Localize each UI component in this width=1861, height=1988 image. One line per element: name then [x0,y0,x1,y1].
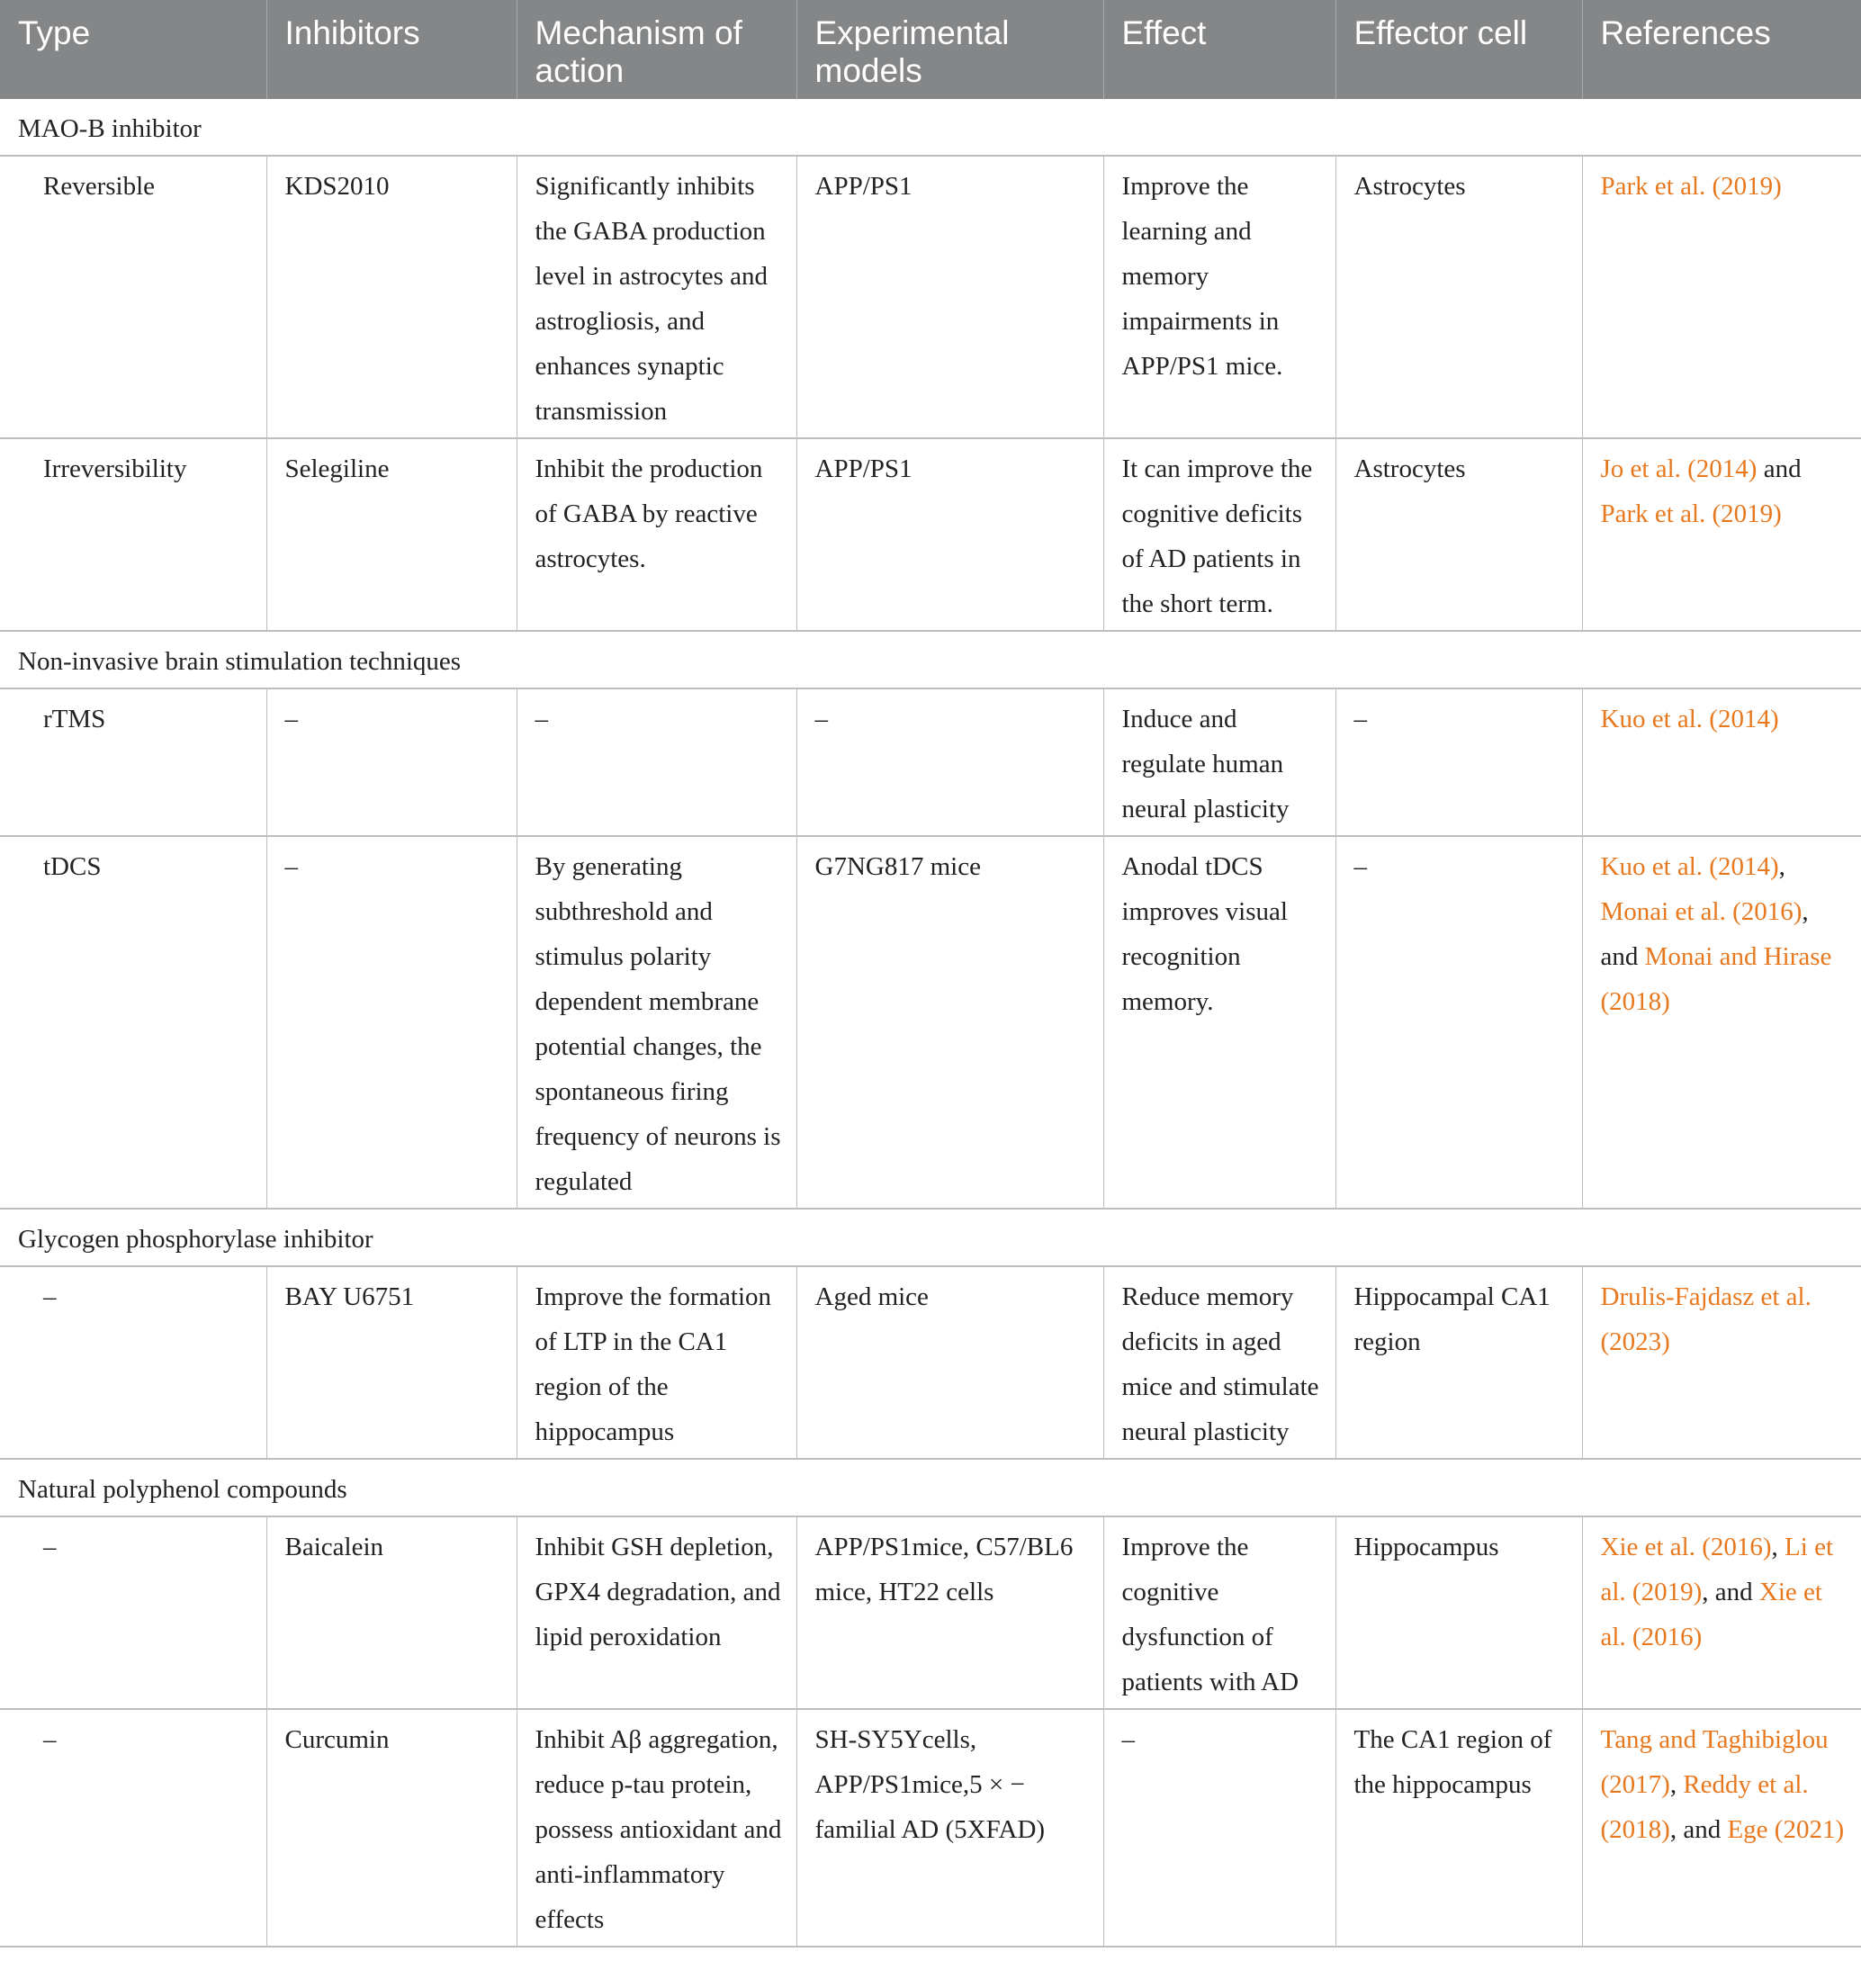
mechanism-cell: By generating subthreshold and stimulus polarity dependent membrane potential changes, the spontaneous firing frequency of neurons is regulated [517,836,796,1209]
type-cell: – [0,1516,266,1709]
reference-separator: , and [1702,1578,1759,1606]
mechanism-cell: Inhibit the production of GABA by reactive astrocytes. [517,438,796,631]
table-row [0,1709,1861,1947]
effector-cell: – [1335,836,1582,1209]
type-cell: rTMS [0,688,266,836]
table-row [0,1516,1861,1709]
reference-link[interactable]: Jo et al. (2014) [1600,454,1758,483]
references-cell [1582,1516,1861,1709]
references-cell [1582,1266,1861,1459]
references-cell [1582,688,1861,836]
type-cell: – [0,1709,266,1947]
reference-separator: , and [1600,897,1809,971]
effect-cell: Improve the cognitive dysfunction of patients with AD [1103,1516,1335,1709]
models-cell: SH-SY5Ycells, APP/PS1mice,5 × − familial AD (5XFAD) [796,1709,1103,1947]
table-body [0,99,1861,1947]
reference-link[interactable]: Xie et al. (2016) [1600,1578,1822,1651]
effector-cell: The CA1 region of the hippocampus [1335,1709,1582,1947]
effector-cell: Hippocampus [1335,1516,1582,1709]
inhibitor-cell: KDS2010 [266,156,517,438]
effect-cell: Induce and regulate human neural plasticity [1103,688,1335,836]
effect-cell: Reduce memory deficits in aged mice and stimulate neural plasticity [1103,1266,1335,1459]
effect-cell: Improve the learning and memory impairments in APP/PS1 mice. [1103,156,1335,438]
effector-cell: Astrocytes [1335,156,1582,438]
group-title: Non-invasive brain stimulation techniques [0,631,1861,688]
header-references: References [1582,0,1861,99]
references-cell [1582,1709,1861,1947]
table-row [0,836,1861,1209]
header-type: Type [0,0,266,99]
mechanism-cell: Significantly inhibits the GABA production level in astrocytes and astrogliosis, and enhances synaptic transmission [517,156,796,438]
inhibitor-cell: Baicalein [266,1516,517,1709]
reference-link[interactable]: Reddy et al. (2018) [1600,1770,1809,1844]
references-cell [1582,156,1861,438]
inhibitor-cell: Selegiline [266,438,517,631]
models-cell: Aged mice [796,1266,1103,1459]
header-inhibitors: Inhibitors [266,0,517,99]
group-row [0,99,1861,156]
references-cell [1582,836,1861,1209]
effect-cell: Anodal tDCS improves visual recognition memory. [1103,836,1335,1209]
reference-separator: , [1778,852,1785,881]
reference-link[interactable]: Monai and Hirase (2018) [1600,942,1832,1016]
models-cell: APP/PS1 [796,438,1103,631]
mechanism-cell: – [517,688,796,836]
table-row [0,1266,1861,1459]
reference-link[interactable]: Xie et al. (2016) [1600,1533,1772,1561]
group-row [0,1209,1861,1266]
group-title: Glycogen phosphorylase inhibitor [0,1209,1861,1266]
reference-link[interactable]: Park et al. (2019) [1600,172,1782,201]
reference-separator: and [1757,454,1802,483]
mechanism-cell: Inhibit Aβ aggregation, reduce p-tau protein, possess antioxidant and anti-inflammatory effects [517,1709,796,1947]
inhibitor-cell: BAY U6751 [266,1266,517,1459]
group-row [0,631,1861,688]
header-mechanism: Mechanism of action [517,0,796,99]
header-row [0,0,1861,99]
models-cell: APP/PS1mice, C57/BL6 mice, HT22 cells [796,1516,1103,1709]
header-effector-cell: Effector cell [1335,0,1582,99]
reference-separator: , [1669,1770,1684,1799]
effector-cell: – [1335,688,1582,836]
reference-link[interactable]: Park et al. (2019) [1600,499,1782,528]
reference-link[interactable]: Kuo et al. (2014) [1600,705,1779,733]
effector-cell: Hippocampal CA1 region [1335,1266,1582,1459]
header-effect: Effect [1103,0,1335,99]
references-cell [1582,438,1861,631]
models-cell: G7NG817 mice [796,836,1103,1209]
table-row [0,688,1861,836]
type-cell: Reversible [0,156,266,438]
inhibitor-cell: Curcumin [266,1709,517,1947]
reference-link[interactable]: Monai et al. (2016) [1600,897,1803,926]
reference-link[interactable]: Drulis-Fajdasz et al. (2023) [1600,1282,1812,1356]
reference-separator: , and [1669,1815,1728,1844]
header-models: Experimental models [796,0,1103,99]
reference-link[interactable]: Ege (2021) [1727,1815,1845,1844]
table-row [0,438,1861,631]
reference-link[interactable]: Tang and Taghibiglou (2017) [1600,1725,1829,1799]
reference-separator: , [1771,1533,1785,1561]
group-title: MAO-B inhibitor [0,99,1861,156]
group-row [0,1459,1861,1516]
type-cell: – [0,1266,266,1459]
effect-cell: – [1103,1709,1335,1947]
reference-link[interactable]: Kuo et al. (2014) [1600,852,1779,881]
inhibitor-cell: – [266,836,517,1209]
effector-cell: Astrocytes [1335,438,1582,631]
mechanism-cell: Improve the formation of LTP in the CA1 region of the hippocampus [517,1266,796,1459]
inhibitor-cell: – [266,688,517,836]
models-cell: – [796,688,1103,836]
table-row [0,156,1861,438]
reference-link[interactable]: Li et al. (2019) [1600,1533,1833,1606]
effect-cell: It can improve the cognitive deficits of AD patients in the short term. [1103,438,1335,631]
type-cell: Irreversibility [0,438,266,631]
group-title: Natural polyphenol compounds [0,1459,1861,1516]
mechanism-cell: Inhibit GSH depletion, GPX4 degradation, and lipid peroxidation [517,1516,796,1709]
type-cell: tDCS [0,836,266,1209]
models-cell: APP/PS1 [796,156,1103,438]
